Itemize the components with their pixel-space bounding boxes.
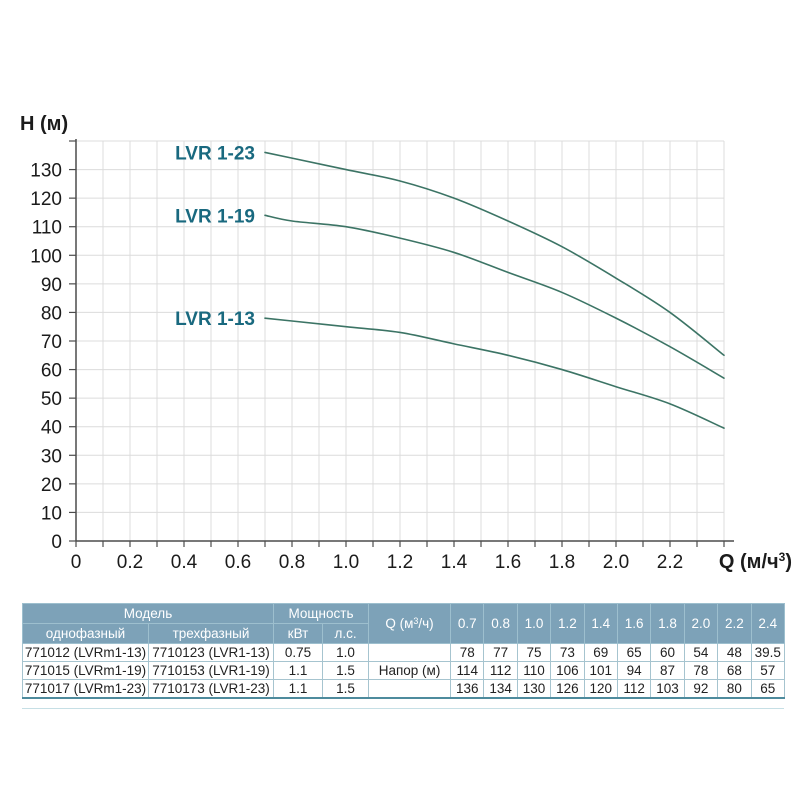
cell-napor-label: Напор (м) xyxy=(369,662,451,680)
cell-three-phase: 7710123 (LVR1-13) xyxy=(149,644,274,662)
y-tick-label: 0 xyxy=(51,532,62,553)
cell-head-value: 92 xyxy=(684,680,717,698)
header-hp: л.с. xyxy=(323,624,369,644)
cell-napor-label xyxy=(369,644,451,662)
header-q-value: 1.8 xyxy=(651,604,684,644)
cell-head-value: 78 xyxy=(451,644,484,662)
cell-head-value: 65 xyxy=(617,644,650,662)
table-row xyxy=(23,680,785,698)
header-q-value: 1.6 xyxy=(617,604,650,644)
cell-hp: 1.5 xyxy=(323,662,369,680)
y-tick-label: 80 xyxy=(40,303,62,325)
curve-label-lvr-1-19: LVR 1-19 xyxy=(175,206,255,228)
cell-head-value: 112 xyxy=(617,680,650,698)
x-tick-label: 1.4 xyxy=(440,552,468,573)
header-kw: кВт xyxy=(274,624,323,644)
header-q-prefix: Q (м xyxy=(385,616,414,631)
table-header-row-1 xyxy=(23,604,785,624)
cell-head-value: 48 xyxy=(718,644,751,662)
header-power: Мощность xyxy=(274,604,369,624)
curve-label-lvr-1-13: LVR 1-13 xyxy=(175,309,255,331)
header-model: Модель xyxy=(23,604,274,624)
cell-head-value: 57 xyxy=(751,662,784,680)
header-q-sup: 3 xyxy=(413,616,419,626)
cell-head-value: 87 xyxy=(651,662,684,680)
curve-lvr-1-13 xyxy=(265,318,724,428)
cell-head-value: 78 xyxy=(684,662,717,680)
cell-head-value: 75 xyxy=(517,644,550,662)
y-axis-title xyxy=(20,113,68,136)
header-q-value: 1.4 xyxy=(584,604,617,644)
x-tick-label: 2.0 xyxy=(602,552,630,573)
x-tick-label: 1.0 xyxy=(332,552,360,573)
cell-hp: 1.0 xyxy=(323,644,369,662)
cell-three-phase: 7710153 (LVR1-19) xyxy=(149,662,274,680)
cell-kw: 1.1 xyxy=(274,680,323,698)
cell-head-value: 54 xyxy=(684,644,717,662)
x-axis-title-suffix: ) xyxy=(785,551,792,573)
header-q-value: 2.4 xyxy=(751,604,784,644)
curve-label-lvr-1-23: LVR 1-23 xyxy=(175,143,255,165)
x-tick-label: 0.4 xyxy=(170,552,198,573)
cell-head-value: 103 xyxy=(651,680,684,698)
cell-head-value: 39.5 xyxy=(751,644,784,662)
cell-napor-label xyxy=(369,680,451,698)
header-single-phase: однофазный xyxy=(23,624,149,644)
cell-head-value: 77 xyxy=(484,644,517,662)
x-tick-label: 0 xyxy=(70,552,82,573)
y-tick-label: 40 xyxy=(40,417,62,439)
cell-head-value: 136 xyxy=(451,680,484,698)
header-q-suffix: /ч) xyxy=(418,616,434,631)
header-q-value: 2.0 xyxy=(684,604,717,644)
x-tick-label: 1.2 xyxy=(386,552,414,573)
x-tick-label: 1.8 xyxy=(548,552,576,573)
cell-head-value: 114 xyxy=(451,662,484,680)
cell-head-value: 112 xyxy=(484,662,517,680)
cell-single-phase: 771015 (LVRm1-19) xyxy=(23,662,149,680)
cell-kw: 0.75 xyxy=(274,644,323,662)
header-q-value: 0.7 xyxy=(451,604,484,644)
cell-head-value: 68 xyxy=(718,662,751,680)
y-tick-label: 60 xyxy=(40,360,62,382)
x-tick-label: 0.2 xyxy=(116,552,144,573)
cell-head-value: 120 xyxy=(584,680,617,698)
table-row xyxy=(23,644,785,662)
cell-head-value: 69 xyxy=(584,644,617,662)
y-tick-label: 100 xyxy=(30,246,62,268)
y-tick-label: 130 xyxy=(30,160,62,182)
y-tick-label: 110 xyxy=(31,217,62,239)
cell-head-value: 60 xyxy=(651,644,684,662)
cell-head-value: 110 xyxy=(517,662,550,680)
cell-head-value: 106 xyxy=(551,662,584,680)
y-tick-label: 50 xyxy=(40,389,62,411)
x-axis-title-sup: 3 xyxy=(778,550,786,564)
table-bottom-shadow xyxy=(22,708,784,709)
cell-head-value: 134 xyxy=(484,680,517,698)
x-tick-label: 0.6 xyxy=(224,552,252,573)
cell-hp: 1.5 xyxy=(323,680,369,698)
pump-data-table xyxy=(22,603,785,699)
y-tick-label: 30 xyxy=(40,446,62,468)
cell-head-value: 80 xyxy=(718,680,751,698)
cell-single-phase: 771017 (LVRm1-23) xyxy=(23,680,149,698)
cell-head-value: 130 xyxy=(517,680,550,698)
y-axis-title-text: H (м) xyxy=(20,113,69,135)
x-axis-title-prefix: Q (м/ч xyxy=(718,551,779,573)
cell-single-phase: 771012 (LVRm1-13) xyxy=(23,644,149,662)
y-tick-label: 10 xyxy=(40,503,62,525)
cell-head-value: 101 xyxy=(584,662,617,680)
header-q-value: 2.2 xyxy=(718,604,751,644)
curve-lvr-1-19 xyxy=(265,215,724,378)
cell-three-phase: 7710173 (LVR1-23) xyxy=(149,680,274,698)
y-tick-label: 20 xyxy=(40,474,62,496)
cell-head-value: 73 xyxy=(551,644,584,662)
header-q-value: 1.2 xyxy=(551,604,584,644)
cell-head-value: 94 xyxy=(617,662,650,680)
cell-head-value: 126 xyxy=(551,680,584,698)
header-q-unit xyxy=(369,604,451,644)
y-tick-label: 70 xyxy=(40,332,62,353)
x-tick-label: 2.2 xyxy=(656,552,684,573)
y-tick-label: 120 xyxy=(30,189,62,211)
header-q-value: 1.0 xyxy=(517,604,550,644)
cell-head-value: 65 xyxy=(751,680,784,698)
cell-kw: 1.1 xyxy=(274,662,323,680)
header-three-phase: трехфазный xyxy=(149,624,274,644)
x-axis-title xyxy=(660,551,792,574)
x-tick-label: 0.8 xyxy=(278,552,306,573)
table-row xyxy=(23,662,785,680)
header-q-value: 0.8 xyxy=(484,604,517,644)
x-tick-label: 1.6 xyxy=(494,552,522,573)
y-tick-label: 90 xyxy=(40,274,62,296)
